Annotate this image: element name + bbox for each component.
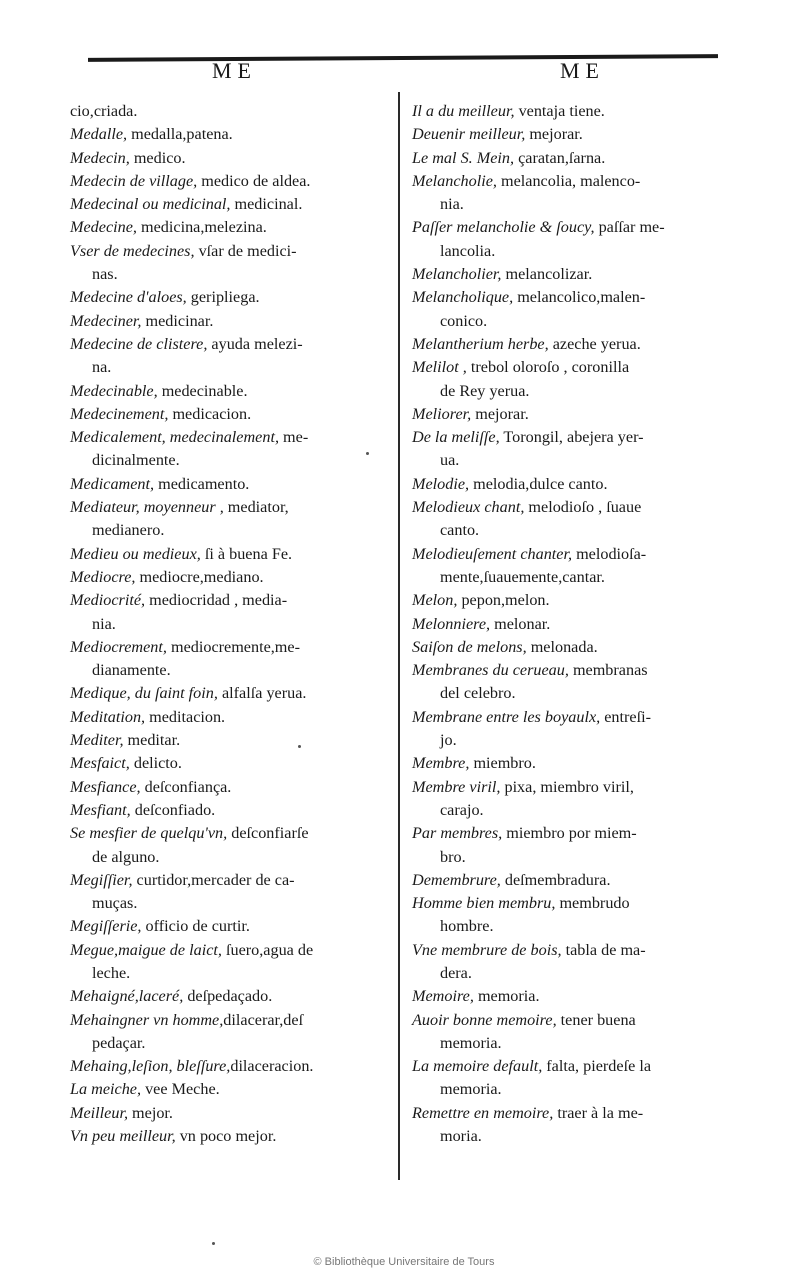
entry-translation: nia. [440,195,464,214]
entry-continuation [412,1032,724,1055]
dictionary-entry [412,1055,724,1078]
entry-headword: Medecine, [70,218,137,237]
entry-translation: melancolia, malenco- [496,171,641,190]
entry-translation: deſpedaçado. [183,987,273,1006]
entry-translation: ventaja tiene. [514,102,605,120]
entry-headword: Megue,maigue de laict, [70,940,222,959]
entry-headword: Melilot , [412,358,467,377]
dictionary-entry [70,729,398,752]
entry-continuation [412,682,724,705]
entry-translation: paſſar me- [594,218,665,237]
entry-translation: mediocremente,me- [166,637,300,656]
entry-translation: melancolico,malen- [513,288,646,307]
entry-headword: Membrane entre les boyaulx, [412,707,601,726]
entry-headword: Medalle, [70,125,128,144]
entry-translation: medicinar. [141,311,214,330]
entry-translation: pepon,melon. [457,591,550,610]
dictionary-entry [412,543,724,566]
entry-translation: nia. [92,614,116,633]
entry-headword: Membre, [412,754,470,773]
entry-translation: mediocridad , media- [145,591,288,610]
entry-headword: Medecinement, [70,404,169,423]
entry-headword: Medecin, [70,148,130,167]
ink-speck [298,745,301,748]
entry-headword: Medicalement, medecinalement, [70,428,279,447]
dictionary-entry [412,892,724,915]
entry-headword: Melon, [412,591,458,610]
entry-headword: Medieu ou medieux, [70,544,201,563]
entry-translation: nas. [92,265,118,284]
dictionary-entry [70,752,398,775]
entry-translation: dianamente. [92,661,171,680]
entry-translation: pixa, miembro viril, [500,777,634,796]
dictionary-entry [412,776,724,799]
entry-headword: Mesfiance, [70,777,141,796]
dictionary-entry [412,216,724,239]
dictionary-entry [70,286,398,309]
entry-translation: medecinable. [157,381,248,400]
dictionary-entry [412,147,724,170]
dictionary-entry [70,1102,398,1125]
entry-translation: cio,criada. [70,102,138,120]
entry-headword: Memoire, [412,987,474,1006]
entry-headword: Megiſſerie, [70,917,142,936]
entry-translation: dilacerar,deſ [223,1010,304,1029]
entry-translation: ſi à buena Fe. [200,544,293,563]
dictionary-entry [70,1055,398,1078]
entry-translation: medicacion. [168,404,252,423]
entry-translation: deſmembradura. [500,870,611,889]
entry-translation: melodioſa- [572,544,647,563]
entry-translation: memoria. [473,987,540,1006]
entry-continuation [70,659,398,682]
entry-translation: vn poco mejor. [175,1127,277,1146]
entry-translation: falta, pierdeſe la [542,1057,652,1076]
entry-headword: Paſſer melancholie & ſoucy, [412,218,595,237]
entry-translation: membranas [568,661,648,680]
entry-headword: Remettre en memoire, [412,1103,554,1122]
entry-headword: Melodieuſement chanter, [412,544,573,563]
entry-headword: Medecinable, [70,381,158,400]
entry-translation: bro. [440,847,466,866]
entry-translation: mediocre,mediano. [135,567,264,586]
entry-headword: Melantherium herbe, [412,334,549,353]
entry-translation: miembro. [469,754,536,773]
ink-speck [212,1242,215,1245]
entry-translation: melodia,dulce canto. [469,474,608,493]
entry-headword: Mesfaict, [70,754,130,773]
entry-continuation [70,449,398,472]
entry-headword: Mediocrité, [70,591,146,610]
entry-translation: medicinal. [230,195,303,214]
entry-continuation [412,193,724,216]
entry-translation: melancolizar. [501,265,593,284]
entry-translation: miembro por miem- [502,824,637,843]
entry-translation: memoria. [440,1033,502,1052]
entry-translation: medicamento. [154,474,250,493]
dictionary-entry [70,193,398,216]
dictionary-entry [412,1009,724,1032]
entry-headword: La memoire default, [412,1057,543,1076]
entry-translation: meditacion. [145,707,226,726]
entry-headword: Meditation, [70,707,146,726]
entry-headword: Le mal S. Mein, [412,148,515,167]
entry-continuation [70,263,398,286]
entry-translation: muças. [92,894,138,913]
entry-headword: Meliorer, [412,404,472,423]
dictionary-entry [412,589,724,612]
entry-continuation [412,729,724,752]
dictionary-entry [412,100,724,123]
entry-headword: Saiſon de melons, [412,637,527,656]
dictionary-entry [70,170,398,193]
entry-translation: canto. [440,521,480,540]
dictionary-entry [70,123,398,146]
entry-continuation [70,519,398,542]
entry-translation: medico de aldea. [197,171,311,190]
entry-headword: Medeciner, [70,311,142,330]
entry-headword: Demembrure, [412,870,501,889]
dictionary-entry [70,566,398,589]
dictionary-entry [70,380,398,403]
entry-translation: meditar. [123,731,181,750]
entry-translation: carajo. [440,800,484,819]
entry-headword: Melodie, [412,474,470,493]
dictionary-entry [412,286,724,309]
dictionary-entry [70,869,398,892]
entry-headword: Vne membrure de bois, [412,940,562,959]
entry-translation: melonar. [490,614,551,633]
entry-translation: del celebro. [440,684,516,703]
entry-translation: mediator, [223,498,289,517]
entry-headword: Mehaingner vn homme, [70,1010,224,1029]
entry-headword: Mehaigné,laceré, [70,987,184,1006]
entry-continuation [412,799,724,822]
entry-headword: Vn peu meilleur, [70,1127,176,1146]
entry-headword: Medecin de village, [70,171,198,190]
entry-translation: çaratan,ſarna. [514,148,606,167]
entry-translation: jo. [440,731,457,750]
entry-translation: medalla,patena. [127,125,233,144]
entry-translation: membrudo [555,894,630,913]
entry-headword: Mediateur, moyenneur , [70,498,224,517]
running-head-left: ME [212,58,257,83]
entry-headword: Meilleur, [70,1103,128,1122]
dictionary-entry [412,123,724,146]
entry-headword: Mediter, [70,731,124,750]
entry-translation: de Rey yerua. [440,381,530,400]
entry-headword: Mesfiant, [70,800,131,819]
entry-translation: dera. [440,963,472,982]
entry-translation: mente,ſuauemente,cantar. [440,567,605,586]
entry-translation: azeche yerua. [548,334,641,353]
entry-headword: Homme bien membru, [412,894,556,913]
entry-headword: De la meliſſe, [412,428,500,447]
dictionary-entry [70,310,398,333]
running-head-right: ME [560,58,605,83]
header-rule [88,54,718,62]
entry-headword: Medicament, [70,474,155,493]
dictionary-entry [70,240,398,263]
entry-translation: ſuero,agua de [221,940,314,959]
dictionary-entry [70,589,398,612]
column-rule [398,92,400,1180]
dictionary-entry [412,263,724,286]
entry-continuation [70,1032,398,1055]
dictionary-entry [70,100,398,123]
entry-headword: Se mesfier de quelqu'vn, [70,824,228,843]
dictionary-entry [70,333,398,356]
dictionary-entry [412,613,724,636]
entry-headword: Melancholier, [412,265,502,284]
entry-translation: moria. [440,1127,482,1146]
entry-translation: delicto. [129,754,182,773]
entry-headword: Mediocre, [70,567,136,586]
entry-headword: La meiche, [70,1080,142,1099]
dictionary-entry [70,147,398,170]
dictionary-entry [412,496,724,519]
entry-headword: Mehaing,leſion, bleſſure, [70,1057,231,1076]
entry-headword: Megiſſier, [70,870,133,889]
dictionary-entry [412,939,724,962]
dictionary-entry [412,822,724,845]
left-column [70,100,398,1148]
right-column [412,100,724,1148]
entry-headword: Melancholie, [412,171,497,190]
entry-translation: traer à la me- [553,1103,644,1122]
dictionary-entry [70,426,398,449]
dictionary-entry [412,985,724,1008]
entry-translation: melodioſo , ſuaue [524,498,642,517]
entry-translation: lancolia. [440,241,496,260]
copyright-footer: © Bibliothèque Universitaire de Tours [313,1256,495,1268]
dictionary-entry [412,636,724,659]
entry-translation: pedaçar. [92,1033,146,1052]
entry-headword: Deuenir meilleur, [412,125,526,144]
entry-translation: ayuda melezi- [207,334,303,353]
entry-continuation [70,356,398,379]
dictionary-entry [70,473,398,496]
dictionary-entry [70,1009,398,1032]
entry-translation: vee Meche. [141,1080,220,1099]
dictionary-entry [412,403,724,426]
dictionary-entry [70,496,398,519]
entry-headword: Melancholique, [412,288,514,307]
entry-continuation [412,962,724,985]
entry-continuation [412,566,724,589]
dictionary-entry [70,915,398,938]
entry-translation: Torongil, abejera yer- [499,428,644,447]
entry-translation: mejorar. [471,404,529,423]
entry-translation: mejor. [128,1103,173,1122]
entry-translation: trebol oloroſo , coronilla [466,358,630,377]
entry-headword: Medecinal ou medicinal, [70,195,231,214]
dictionary-entry [70,985,398,1008]
entry-continuation [412,310,724,333]
entry-translation: medianero. [92,521,165,540]
entry-translation: tabla de ma- [561,940,646,959]
entry-headword: Melonniere, [412,614,491,633]
entry-continuation [412,1125,724,1148]
entry-headword: Medique, du ſaint foin, [70,684,218,703]
dictionary-entry [412,356,724,379]
entry-continuation [70,962,398,985]
entry-translation: entreſi- [600,707,651,726]
dictionary-entry [70,799,398,822]
dictionary-entry [70,682,398,705]
entry-translation: memoria. [440,1080,502,1099]
dictionary-entry [70,1125,398,1148]
entry-translation: medicina,melezina. [136,218,267,237]
dictionary-entry [412,333,724,356]
entry-continuation [412,240,724,263]
dictionary-entry [412,706,724,729]
entry-headword: Vser de medecines, [70,241,195,260]
entry-translation: deſconfiarſe [227,824,309,843]
entry-translation: hombre. [440,917,494,936]
ink-speck [366,452,369,455]
dictionary-entry [70,706,398,729]
dictionary-entry [412,1102,724,1125]
entry-translation: dicinalmente. [92,451,180,470]
dictionary-entry [70,1078,398,1101]
dictionary-entry [70,939,398,962]
dictionary-entry [70,776,398,799]
entry-continuation [412,846,724,869]
entry-continuation [412,519,724,542]
entry-headword: Il a du meilleur, [412,102,515,120]
entry-translation: leche. [92,963,131,982]
entry-continuation [412,1078,724,1101]
entry-translation: me- [279,428,309,447]
dictionary-entry [70,403,398,426]
entry-translation: melonada. [526,637,598,656]
dictionary-entry [70,216,398,239]
dictionary-entry [412,869,724,892]
entry-translation: geripliega. [186,288,260,307]
entry-headword: Membre viril, [412,777,501,796]
entry-continuation [70,846,398,869]
entry-translation: de alguno. [92,847,160,866]
entry-translation: medico. [129,148,186,167]
entry-translation: dilaceracion. [230,1057,314,1076]
entry-headword: Par membres, [412,824,503,843]
entry-translation: deſconfiança. [140,777,232,796]
entry-headword: Membranes du cerueau, [412,661,569,680]
dictionary-entry [412,170,724,193]
entry-translation: curtidor,mercader de ca- [132,870,295,889]
entry-continuation [412,380,724,403]
entry-translation: deſconfiado. [130,800,216,819]
entry-headword: Melodieux chant, [412,498,525,517]
entry-headword: Mediocrement, [70,637,167,656]
entry-translation: mejorar. [525,125,583,144]
entry-continuation [412,449,724,472]
entry-translation: na. [92,358,112,377]
entry-headword: Medecine de clistere, [70,334,208,353]
dictionary-entry [70,822,398,845]
dictionary-entry [412,752,724,775]
entry-translation: ua. [440,451,460,470]
entry-continuation [70,892,398,915]
entry-translation: conico. [440,311,488,330]
entry-continuation [70,613,398,636]
entry-translation: tener buena [556,1010,636,1029]
dictionary-entry [412,659,724,682]
entry-translation: officio de curtir. [141,917,250,936]
entry-translation: alfalſa yerua. [217,684,307,703]
dictionary-entry [412,473,724,496]
entry-headword: Medecine d'aloes, [70,288,187,307]
dictionary-entry [70,636,398,659]
dictionary-entry [70,543,398,566]
entry-continuation [412,915,724,938]
dictionary-entry [412,426,724,449]
entry-headword: Auoir bonne memoire, [412,1010,557,1029]
entry-translation: vſar de medici- [194,241,297,260]
